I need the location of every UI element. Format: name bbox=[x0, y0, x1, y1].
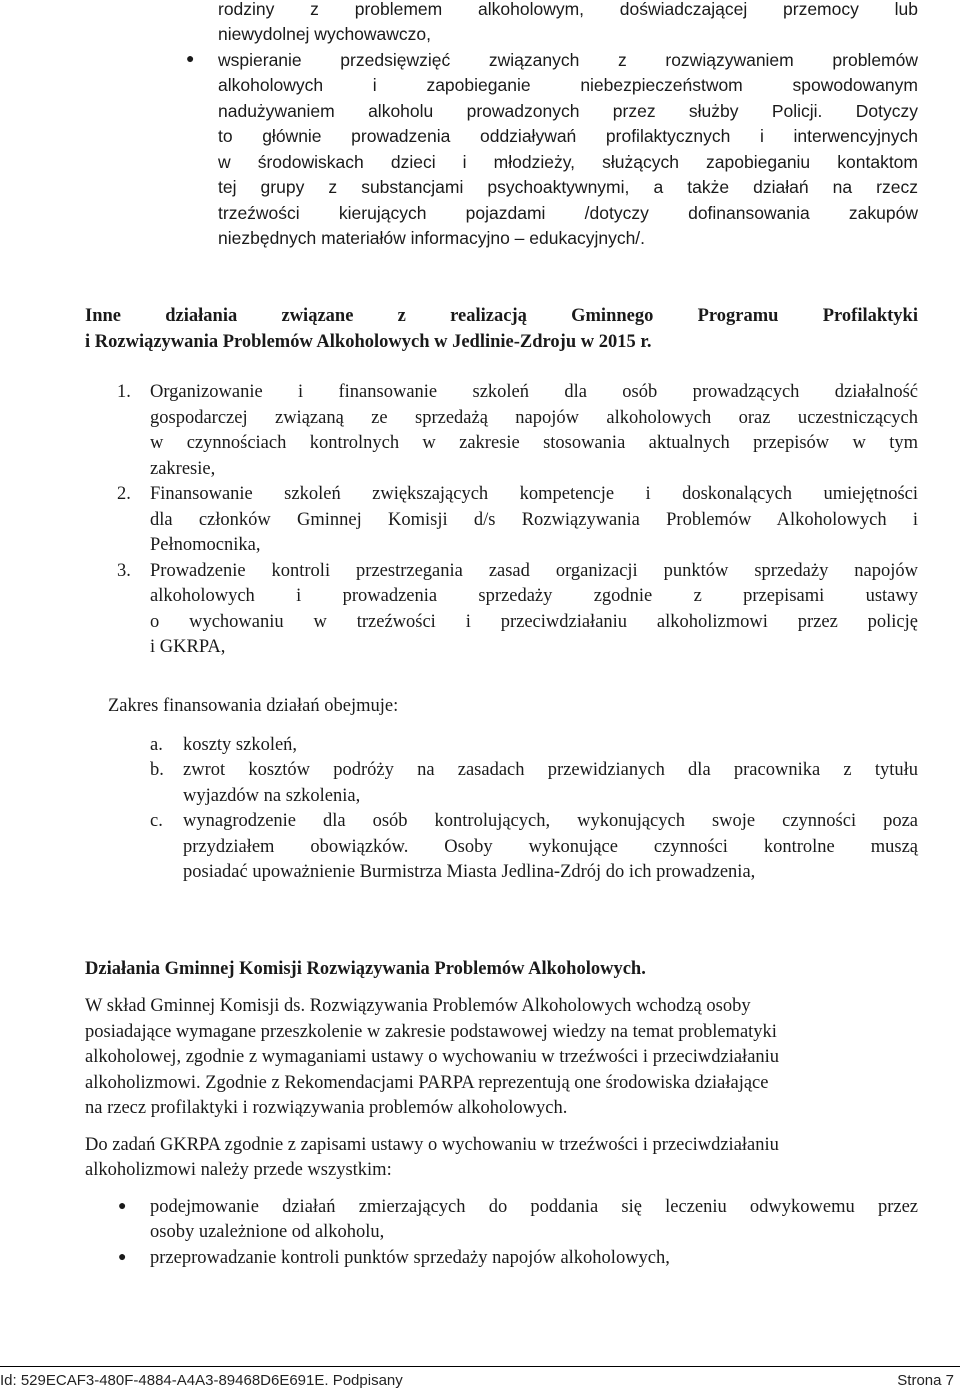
list-item-line: w czynnościach kontrolnych w zakresie stosowania aktualnych przepisów w tym bbox=[150, 433, 918, 453]
list-item-line: niewydolnej wychowawczo, bbox=[218, 24, 432, 44]
list-item-line: koszty szkoleń, bbox=[183, 735, 298, 755]
bullet-dot-icon: ● bbox=[118, 1199, 127, 1214]
paragraph-line: alkoholizmowi należy przede wszystkim: bbox=[85, 1160, 392, 1180]
list-letter: c. bbox=[150, 811, 163, 831]
document-id: Id: 529ECAF3-480F-4884-A4A3-89468D6E691E. Podpisany bbox=[0, 1372, 403, 1389]
list-item-line: o wychowaniu w trzeźwości i przeciwdziałaniu alkoholizmowi przez policję bbox=[150, 612, 918, 632]
paragraph-line: na rzecz profilaktyki i rozwiązywania problemów alkoholowych. bbox=[85, 1098, 568, 1118]
paragraph-line: alkoholowej, zgodnie z wymaganiami ustawy o wychowaniu w trzeźwości i przeciwdziałaniu bbox=[85, 1047, 780, 1067]
list-item-line: przydziałem obowiązków. Osoby wykonujące czynności kontrolne muszą bbox=[183, 837, 918, 857]
list-number: 2. bbox=[117, 484, 131, 504]
list-item-line: to głównie prowadzenia oddziaływań profilaktycznych i interwencyjnych bbox=[218, 126, 918, 146]
list-number: 1. bbox=[117, 382, 131, 402]
paragraph-line: W skład Gminnej Komisji ds. Rozwiązywania Problemów Alkoholowych wchodzą osoby bbox=[85, 996, 751, 1016]
scope-label: Zakres finansowania działań obejmuje: bbox=[108, 696, 399, 716]
bullet-dot-icon: ● bbox=[118, 1250, 127, 1265]
list-letter: a. bbox=[150, 735, 163, 755]
list-item-line: rodziny z problemem alkoholowym, doświadczającej przemocy lub bbox=[218, 0, 918, 19]
list-item-line: nadużywaniem alkoholu prowadzonych przez służby Policji. Dotyczy bbox=[218, 101, 918, 121]
list-item-line: osoby uzależnione od alkoholu, bbox=[150, 1222, 385, 1242]
list-item-line: trzeźwości kierujących pojazdami /dotyczy dofinansowania zakupów bbox=[218, 203, 918, 223]
list-item-line: i GKRPA, bbox=[150, 637, 226, 657]
footer-divider bbox=[0, 1366, 960, 1367]
paragraph-line: alkoholizmowi. Zgodnie z Rekomendacjami PARPA reprezentują one środowiska działające bbox=[85, 1073, 769, 1093]
list-item-line: Prowadzenie kontroli przestrzegania zasad organizacji punktów sprzedaży napojów bbox=[150, 561, 918, 581]
list-item-line: gospodarczej związaną ze sprzedażą napojów alkoholowych oraz uczestniczących bbox=[150, 408, 918, 428]
list-item-line: wyjazdów na szkolenia, bbox=[183, 786, 361, 806]
list-item-line: dla członków Gminnej Komisji d/s Rozwiązywania Problemów Alkoholowych i bbox=[150, 510, 918, 530]
heading-line: i Rozwiązywania Problemów Alkoholowych w Jedlinie-Zdroju w 2015 r. bbox=[85, 332, 652, 352]
bullet-dot-icon: ● bbox=[186, 52, 195, 67]
heading-line: Inne działania związane z realizacją Gminnego Programu Profilaktyki bbox=[85, 306, 918, 326]
list-item-line: wspieranie przedsięwzięć związanych z rozwiązywaniem problemów bbox=[218, 50, 918, 70]
list-item-line: tej grupy z substancjami psychoaktywnymi, a także działań na rzecz bbox=[218, 177, 918, 197]
list-letter: b. bbox=[150, 760, 164, 780]
list-item-line: niezbędnych materiałów informacyjno – edukacyjnych/. bbox=[218, 228, 646, 248]
section-heading: Działania Gminnej Komisji Rozwiązywania Problemów Alkoholowych. bbox=[85, 959, 646, 979]
list-item-line: Organizowanie i finansowanie szkoleń dla osób prowadzących działalność bbox=[150, 382, 918, 402]
list-item-line: w środowiskach dzieci i młodzieży, służących zapobieganiu kontaktom bbox=[218, 152, 918, 172]
paragraph-line: Do zadań GKRPA zgodnie z zapisami ustawy o wychowaniu w trzeźwości i przeciwdziałaniu bbox=[85, 1135, 779, 1155]
list-item-line: podejmowanie działań zmierzających do poddania się leczeniu odwykowemu przez bbox=[150, 1197, 918, 1217]
list-item-line: zakresie, bbox=[150, 459, 216, 479]
list-item-line: przeprowadzanie kontroli punktów sprzedaży napojów alkoholowych, bbox=[150, 1248, 670, 1268]
list-item-line: posiadać upoważnienie Burmistrza Miasta Jedlina-Zdrój do ich prowadzenia, bbox=[183, 862, 756, 882]
list-item-line: alkoholowych i zapobieganie niebezpieczeństwom spowodowanym bbox=[218, 75, 918, 95]
paragraph-line: posiadające wymagane przeszkolenie w zakresie podstawowej wiedzy na temat problematyki bbox=[85, 1022, 777, 1042]
list-number: 3. bbox=[117, 561, 131, 581]
page-number: Strona 7 bbox=[897, 1372, 954, 1389]
list-item-line: Finansowanie szkoleń zwiększających kompetencje i doskonalących umiejętności bbox=[150, 484, 918, 504]
list-item-line: wynagrodzenie dla osób kontrolujących, wykonujących swoje czynności poza bbox=[183, 811, 918, 831]
list-item-line: zwrot kosztów podróży na zasadach przewidzianych dla pracownika z tytułu bbox=[183, 760, 918, 780]
list-item-line: Pełnomocnika, bbox=[150, 535, 261, 555]
list-item-line: alkoholowych i prowadzenia sprzedaży zgodnie z przepisami ustawy bbox=[150, 586, 918, 606]
